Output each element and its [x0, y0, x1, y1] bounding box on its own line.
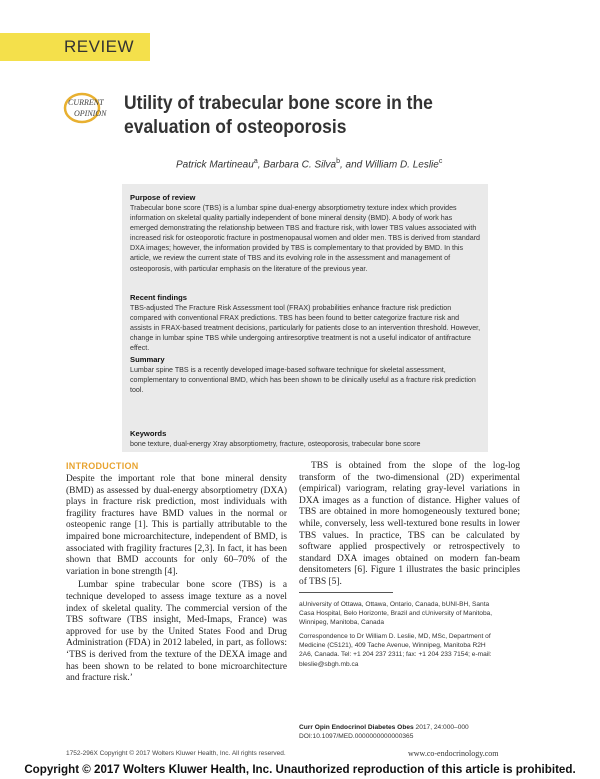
footnote-divider: [299, 592, 393, 593]
affiliations-footnote: aUniversity of Ottawa, Ottawa, Ontario, Canada, bUNI-BH, Santa Casa Hospital, Belo Horizonte, Brazil and cUniversity of Manitoba, Winnipeg, Manitoba, Canada: [299, 601, 493, 627]
summary-text: Lumbar spine TBS is a recently developed image-based software technique for skeletal assessment, complementary to conventional BMD, which has been shown to be clinically useful as a fracture risk prediction tool.: [130, 366, 476, 395]
abstract-keywords: [130, 429, 482, 449]
abstract-purpose: [130, 193, 482, 274]
findings-heading: Recent findings: [130, 293, 187, 302]
author-name: Barbara C. Silva: [263, 159, 337, 171]
findings-text: TBS-adjusted The Fracture Risk Assessment tool (FRAX) probabilities enhance fracture risk prediction compared with conventional FRAX predictions. TBS has been found to better categorize fracture risk and assists in FRAX-based treatment decisions, particularly for patients close to an intervention threshold. However, change in lumbar spine TBS while undergoing antiresorptive treatment is not a useful indicator of antifracture effect.: [130, 304, 481, 353]
author-affiliation-mark: c: [438, 158, 443, 165]
logo-text-bottom: OPINION: [74, 109, 107, 118]
citation-footnote: [299, 723, 469, 742]
abstract-findings: [130, 293, 482, 353]
keywords-text: bone texture, dual-energy Xray absorptiometry, fracture, osteoporosis, trabecular bone score: [130, 440, 421, 448]
current-opinion-logo: [62, 90, 112, 126]
article-title: Utility of trabecular bone score in the evaluation of osteoporosis: [124, 93, 433, 138]
author-name: William D. Leslie: [365, 159, 439, 171]
paragraph: Despite the important role that bone mineral density (BMD) as assessed by dual-energy absorptiometry (DXA) plays in fracture risk prediction, most individuals with fragility fractures have BMD values in the normal or osteopenic range [1]. This is partially attributable to the impaired bone microarchitecture, independent of BMD, is associated with fragility fractures [2,3]. In fact, it has been shown that BMD accounts for only 60–70% of the variation in bone strength [4].: [66, 474, 287, 577]
correspondence-footnote: Correspondence to Dr William D. Leslie, MD, MSc, Department of Medicine (C5121), 409 Tache Avenue, Winnipeg, Manitoba R2H 2A6, Canada. Tel: +1 204 237 2311; fax: +1 204 233 7154; e-mail: bleslie@sbgh.mb.ca: [299, 633, 492, 668]
paragraph: TBS is obtained from the slope of the log-log transform of the two-dimensional (2D) experimental (empirical) variogram, relating gray-level variations in DXA images as a function of distance. Higher values of TBS are obtained in more homogeneously textured bone; while, conversely, less well-textured bone results in lower TBS values. In practice, TBS can be calculated by software applied prospectively or retrospectively to standard DXA images obtained on modern fan-beam densitometers [6]. Figure 1 illustrates the basic principles of TBS [5].: [299, 461, 520, 587]
paragraph: Lumbar spine trabecular bone score (TBS) is a technique developed to assess image texture as a novel index of skeletal quality. The commercial version of the TBS software (TBS insight, Med-Imaps, France) was approved for use by the United States Food and Drug Administration (FDA) in 2012 labeled, in part, as follows: ‘TBS is derived from the texture of the DEXA image and has been shown to be related to bone microarchitecture and fracture risk.’: [66, 580, 287, 684]
purpose-heading: Purpose of review: [130, 193, 196, 202]
citation: 2017, 24:000–000: [415, 724, 469, 731]
copyright-notice: Copyright © 2017 Wolters Kluwer Health, Inc. Unauthorized reproduction of this article is prohibited.: [24, 763, 576, 776]
author-affiliation-mark: a: [253, 158, 258, 165]
purpose-text: Trabecular bone score (TBS) is a lumbar spine dual-energy absorptiometry texture index which provides information on skeletal quality partially independent of bone mineral density (BMD). A body of work has emerged demonstrating the relationship between TBS and fracture risk, with lower TBS values associated with increased risk for osteoporotic fracture in postmenopausal women and older men. TBS is derived from standard DXA images; however, the information provided by TBS is complementary to that provided by BMD. In this article, we review the current state of TBS and its evolving role in the assessment and management of osteoporosis, with particular emphasis on the literature of the previous year.: [130, 204, 481, 273]
keywords-heading: Keywords: [130, 429, 167, 438]
doi: DOI:10.1097/MED.0000000000000365: [299, 733, 414, 741]
issn-copyright-line: 1752-296X Copyright © 2017 Wolters Kluwer Health, Inc. All rights reserved.: [66, 750, 286, 757]
right-column: [299, 461, 520, 589]
section-heading-introduction: INTRODUCTION: [66, 461, 139, 471]
author-list: Patrick Martineau$^a$, Barbara C. Silva$^b$, and William D. Leslie$^c$: [176, 158, 443, 171]
summary-heading: Summary: [130, 355, 165, 364]
author-name: Patrick Martineau: [176, 159, 254, 171]
section-tab: [0, 33, 150, 61]
left-column: [66, 474, 287, 685]
section-label: REVIEW: [64, 37, 135, 56]
logo-text-top: CURRENT: [68, 98, 104, 107]
journal-name: Curr Opin Endocrinol Diabetes Obes: [299, 724, 414, 731]
author-affiliation-mark: b: [336, 158, 340, 165]
journal-website: www.co-endocrinology.com: [408, 749, 499, 758]
abstract-summary: [130, 355, 482, 395]
